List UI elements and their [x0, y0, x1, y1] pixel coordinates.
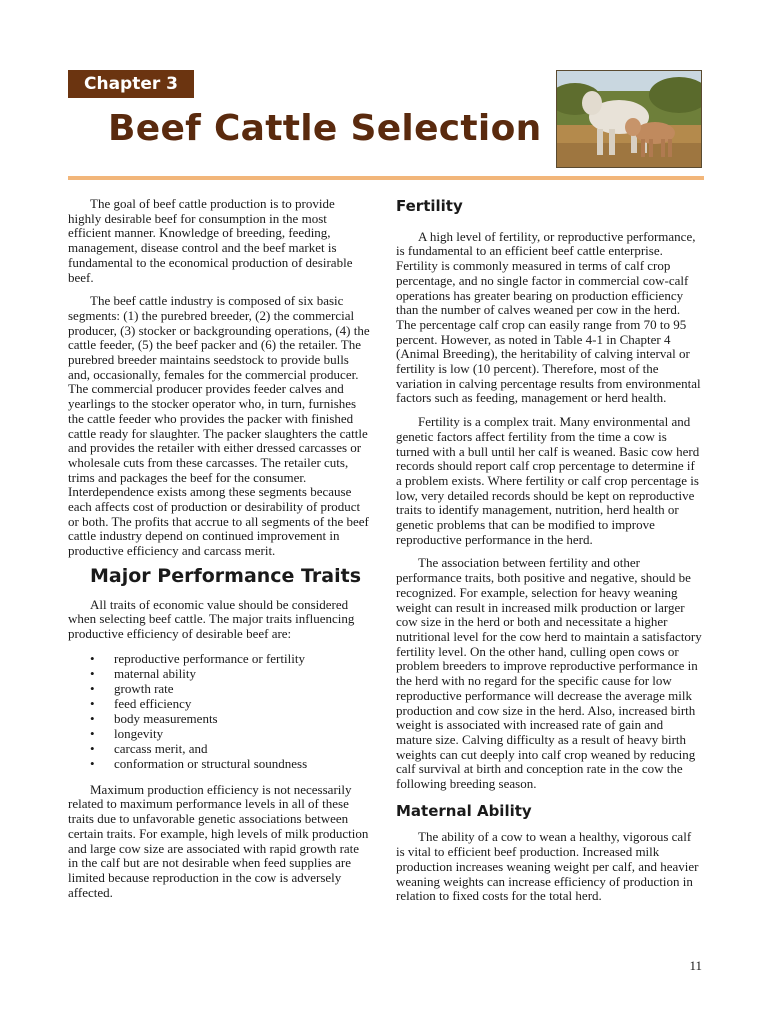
- page-title: Beef Cattle Selection: [108, 108, 542, 149]
- industry-paragraph: The beef cattle industry is composed of six basic segments: (1) the purebred breeder, (2) the commercial producer, (3) stocker or backgrounding operations, (4) the cattle feeder, (5) the beef packer and (6) the retailer. The purebred breeder maintains seedstock to provide bulls and, occasionally, females for the commercial producer. The commercial producer provides feeder calves and yearlings to the stocker operator who, in turn, furnishes the cattle feeder who provides the packer with finished cattle ready for slaughter. The packer slaughters the cattle and provides the retailer with either dressed carcasses or wholesale cuts from these carcasses. The retailer cuts, trims and packages the beef for the consumer. Interdependence exists among these segments because each affects cost of production or desirability of product or both. The profits that accrue to all segments of the beef cattle industry depend on continued improvement in productive efficiency and carcass merit.: [68, 293, 370, 559]
- section-heading-fertility: Fertility: [396, 197, 463, 215]
- list-item: • carcass merit, and: [68, 741, 370, 756]
- right-column: [396, 197, 702, 913]
- maternal-paragraph: The ability of a cow to wean a healthy, vigorous calf is vital to efficient beef production. Increased milk production increases weaning weight per calf, and heavier weaning weights can increase efficiency of production in relation to fixed costs for the total herd.: [396, 829, 699, 904]
- left-column: [68, 197, 370, 909]
- traits-intro-paragraph: All traits of economic value should be considered when selecting beef cattle. The major traits influencing productive efficiency of desirable beef are:: [68, 596, 355, 641]
- list-item: • growth rate: [68, 681, 370, 696]
- intro-paragraph: The goal of beef cattle production is to provide highly desirable beef for consumption in the most efficient manner. Knowledge of breeding, feeding, management, disease control and the beef market is fundamental to the economical production of desirable beef.: [68, 196, 353, 285]
- chapter-label: Chapter 3: [68, 70, 194, 98]
- traits-list: [68, 651, 370, 771]
- header-rule: [68, 176, 704, 180]
- list-item: • body measurements: [68, 711, 370, 726]
- cattle-photo: [556, 70, 702, 168]
- fertility-paragraph-1: A high level of fertility, or reproductive performance, is fundamental to an efficient beef cattle enterprise. Fertility is commonly measured in terms of calf crop percentage, and no single factor in commercial cow-calf operations has greater bearing on production efficiency than the number of calves weaned per cow in the herd. The percentage calf crop can easily range from 70 to 95 percent. However, as noted in Table 4-1 in Chapter 4 (Animal Breeding), the heritability of calving interval or fertility is low (10 percent). Therefore, most of the variation in calving percentage results from environmental factors such as feeding, management or herd health.: [396, 228, 701, 406]
- list-item: • maternal ability: [68, 666, 370, 681]
- list-item: • longevity: [68, 726, 370, 741]
- fertility-paragraph-3: The association between fertility and other performance traits, both positive and negative, should be recognized. For example, selection for heavy weaning weight can result in increased milk production or larger cow size in the herd or both and necessitate a higher nutritional level for the cow herd to maintain a satisfactory fertility level. On the other hand, culling open cows or problem breeders to improve reproductive performance in the herd with no regard for the specific cause for low reproductive performance will decrease the average milk production and cow size in the herd. Also, increased birth weight is associated with increased rate of gain and mature size. Calving difficulty as a result of heavy birth weights can cut deeply into calf crop weaned by reducing calf survival at birth and conception rate in the cow the following breeding season.: [396, 555, 702, 792]
- list-item: • feed efficiency: [68, 696, 370, 711]
- list-item: • conformation or structural soundness: [68, 756, 370, 771]
- section-heading-maternal-ability: Maternal Ability: [396, 801, 532, 820]
- list-item: • reproductive performance or fertility: [68, 651, 370, 666]
- fertility-paragraph-2: Fertility is a complex trait. Many environmental and genetic factors affect fertility from the time a cow is turned with a bull until her calf is weaned. Basic cow herd records should report calf crop percentage to determine if a problem exists. Where fertility or calf crop percentage is low, very detailed records should be kept on reproductive traits to identify management, nutrition, herd health or genetic problems that can be modified to improve reproductive performance in the herd.: [396, 414, 700, 547]
- page-number: 11: [689, 958, 702, 973]
- section-heading-major-traits: Major Performance Traits: [90, 564, 362, 587]
- efficiency-paragraph: Maximum production efficiency is not necessarily related to maximum performance levels in all of these traits due to unfavorable genetic associations between certain traits. For example, high levels of milk production and large cow size are associated with rapid growth rate in the calf but are not desirable when feed supplies are limited because reproduction in the cow is adversely affected.: [68, 781, 369, 900]
